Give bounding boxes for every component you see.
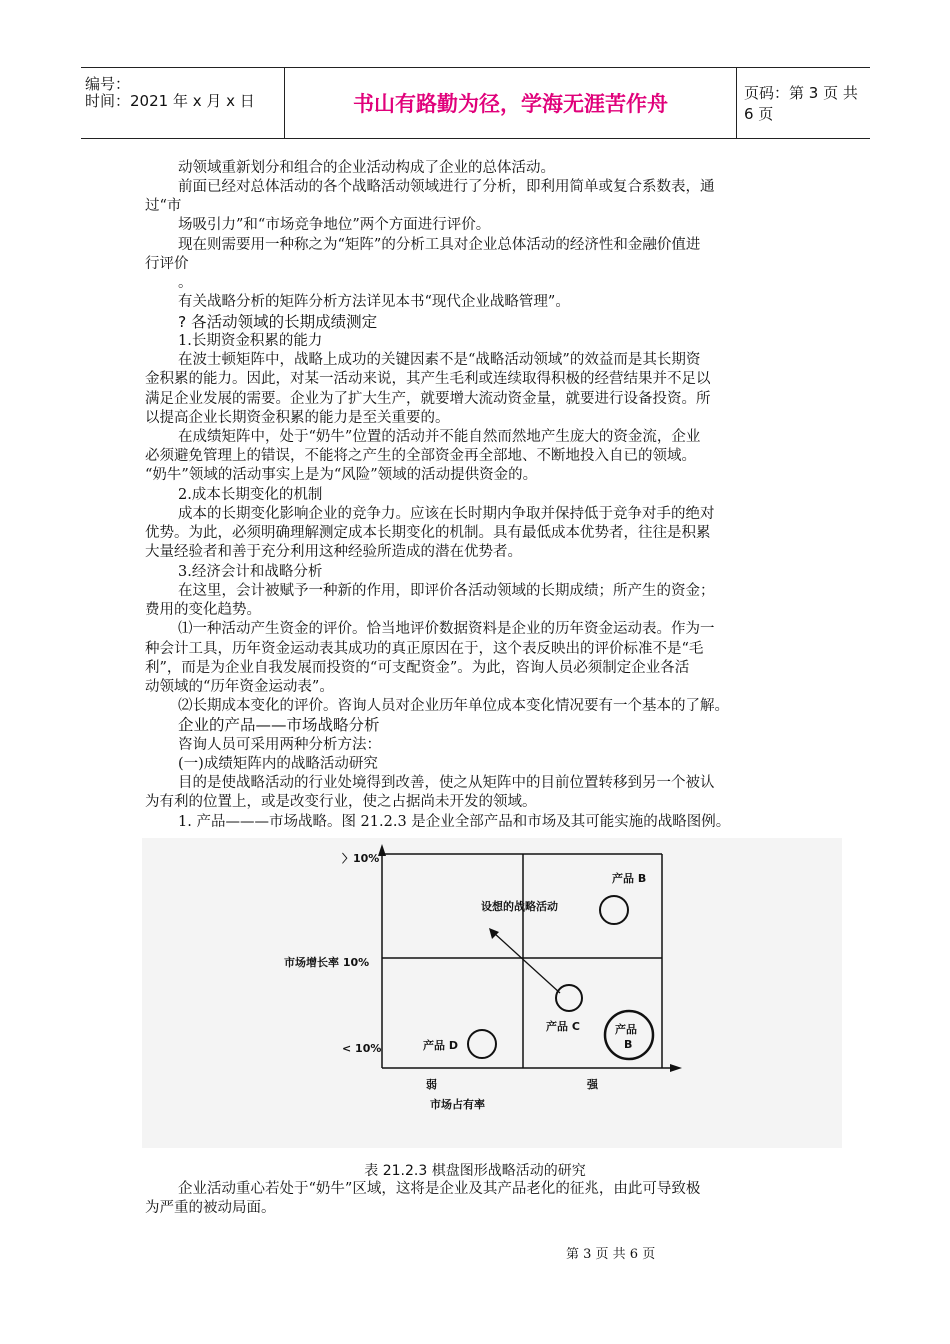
body-line: 在这里，会计被赋予一种新的作用，即评价各活动领域的长期成绩；所产生的资金； <box>178 583 715 599</box>
section-heading: ? 各活动领域的长期成绩测定 <box>178 313 378 331</box>
body-line: 在波士顿矩阵中，战略上成功的关键因素不是“战略活动领域”的效益而是其长期资 <box>178 352 701 368</box>
page-footer: 第 3 页 共 6 页 <box>566 1247 656 1262</box>
header-motto: 书山有路勤为径，学海无涯苦作舟 <box>353 92 668 116</box>
subsection-heading: 3.经济会计和战略分析 <box>178 564 323 580</box>
product-b-circle-label-line2: B <box>624 1038 633 1051</box>
x-axis-arrowhead <box>670 1064 682 1072</box>
body-line: “奶牛”领域的活动事实上是为“风险”领域的活动提供资金的。 <box>145 467 538 483</box>
header-meta <box>81 68 284 138</box>
header-divider <box>736 68 737 138</box>
body-line: 企业活动重心若处于“奶牛”区域，这将是企业及其产品老化的征兆，由此可导致极 <box>178 1181 701 1197</box>
body-line: 。 <box>178 275 193 291</box>
product-d-label: 产品 D <box>423 1039 458 1052</box>
body-line: 种会计工具，历年资金运动表其成功的真正原因在于，这个表反映出的评价标准不是“毛 <box>145 641 704 657</box>
header-page-label: 页码：第 3 页 共 6 页 <box>744 84 858 123</box>
body-line: 动领域重新划分和组合的企业活动构成了企业的总体活动。 <box>178 160 555 176</box>
x-axis-right-label: 强 <box>587 1078 598 1091</box>
document-number-label: 编号： <box>85 75 131 93</box>
body-line: 成本的长期变化影响企业的竞争力。应该在长时期内争取并保持低于竞争对手的绝对 <box>178 506 715 522</box>
document-date-label: 时间：2021 年 x 月 x 日 <box>85 92 255 110</box>
body-line: 有关战略分析的矩阵分析方法详见本书“现代企业战略管理”。 <box>178 294 570 310</box>
body-line: 1. 产品———市场战略。图 21.2.3 是企业全部产品和市场及其可能实施的战略图例。 <box>178 814 731 830</box>
arrow-label: 设想的战略活动 <box>481 900 558 913</box>
strategy-matrix-graphic <box>142 838 842 1148</box>
body-line: 过“市 <box>145 198 182 214</box>
product-d-circle <box>468 1030 496 1058</box>
body-line: 现在则需要用一种称之为“矩阵”的分析工具对企业总体活动的经济性和金融价值进 <box>178 237 701 253</box>
body-line: 优势。为此，必须明确理解测定成本长期变化的机制。具有最低成本优势者，往往是积累 <box>145 525 711 541</box>
y-axis-mid-label: 市场增长率 10% <box>284 956 370 969</box>
body-line: 费用的变化趋势。 <box>145 602 261 618</box>
strategy-arrow <box>494 933 560 993</box>
subsection-heading: 2.成本长期变化的机制 <box>178 487 323 503</box>
strategy-matrix-figure <box>142 838 842 1148</box>
y-axis-bottom-label: < 10% <box>342 1042 382 1055</box>
figure-caption: 表 21.2.3 棋盘图形战略活动的研究 <box>364 1163 586 1179</box>
body-line: 行评价 <box>145 256 189 272</box>
y-axis-top-label: 〉10% <box>342 852 380 865</box>
body-line: 以提高企业长期资金积累的能力是至关重要的。 <box>145 410 450 426</box>
body-line: 咨询人员可采用两种分析方法： <box>178 737 381 753</box>
subsection-heading: (一)成绩矩阵内的战略活动研究 <box>178 756 378 772</box>
body-line: 动领域的“历年资金运动表”。 <box>145 679 334 695</box>
product-b-label: 产品 B <box>612 872 647 885</box>
body-line: 前面已经对总体活动的各个战略活动领域进行了分析，即利用简单或复合系数表，通 <box>178 179 715 195</box>
body-line: 为有利的位置上，或是改变行业，使之占据尚未开发的领域。 <box>145 794 537 810</box>
page-header <box>81 67 870 139</box>
x-axis-left-label: 弱 <box>426 1078 437 1091</box>
body-line: 满足企业发展的需要。企业为了扩大生产，就要增大流动资金量，就要进行设备投资。所 <box>145 391 711 407</box>
body-line: 利”，而是为企业自我发展而投资的“可支配资金”。为此，咨询人员必须制定企业各活 <box>145 660 690 676</box>
body-line: 目的是使战略活动的行业处境得到改善，使之从矩阵中的目前位置转移到另一个被认 <box>178 775 715 791</box>
body-line: 为严重的被动局面。 <box>145 1200 276 1216</box>
body-line: ⑴一种活动产生资金的评价。恰当地评价数据资料是企业的历年资金运动表。作为一 <box>178 621 715 637</box>
body-line: 金积累的能力。因此，对某一活动来说，其产生毛利或连续取得积极的经营结果并不足以 <box>145 371 711 387</box>
product-b-circle-label-line1: 产品 <box>615 1023 637 1036</box>
body-line: 在成绩矩阵中，处于“奶牛”位置的活动并不能自然而然地产生庞大的资金流，企业 <box>178 429 701 445</box>
body-line: 必须避免管理上的错误，不能将之产生的全部资金再全部地、不断地投入自已的领域。 <box>145 448 696 464</box>
strategy-arrowhead <box>489 928 499 939</box>
body-line: ⑵长期成本变化的评价。咨询人员对企业历年单位成本变化情况要有一个基本的了解。 <box>178 698 729 714</box>
x-axis-title: 市场占有率 <box>430 1098 485 1111</box>
subsection-heading: 1.长期资金积累的能力 <box>178 333 323 349</box>
body-line: 大量经验者和善于充分利用这种经验所造成的潜在优势者。 <box>145 544 522 560</box>
product-c-label: 产品 C <box>546 1020 580 1033</box>
section-heading: 企业的产品——市场战略分析 <box>178 716 380 734</box>
product-b-circle <box>600 896 628 924</box>
product-c-circle <box>556 985 582 1011</box>
body-line: 场吸引力”和“市场竞争地位”两个方面进行评价。 <box>178 217 491 233</box>
